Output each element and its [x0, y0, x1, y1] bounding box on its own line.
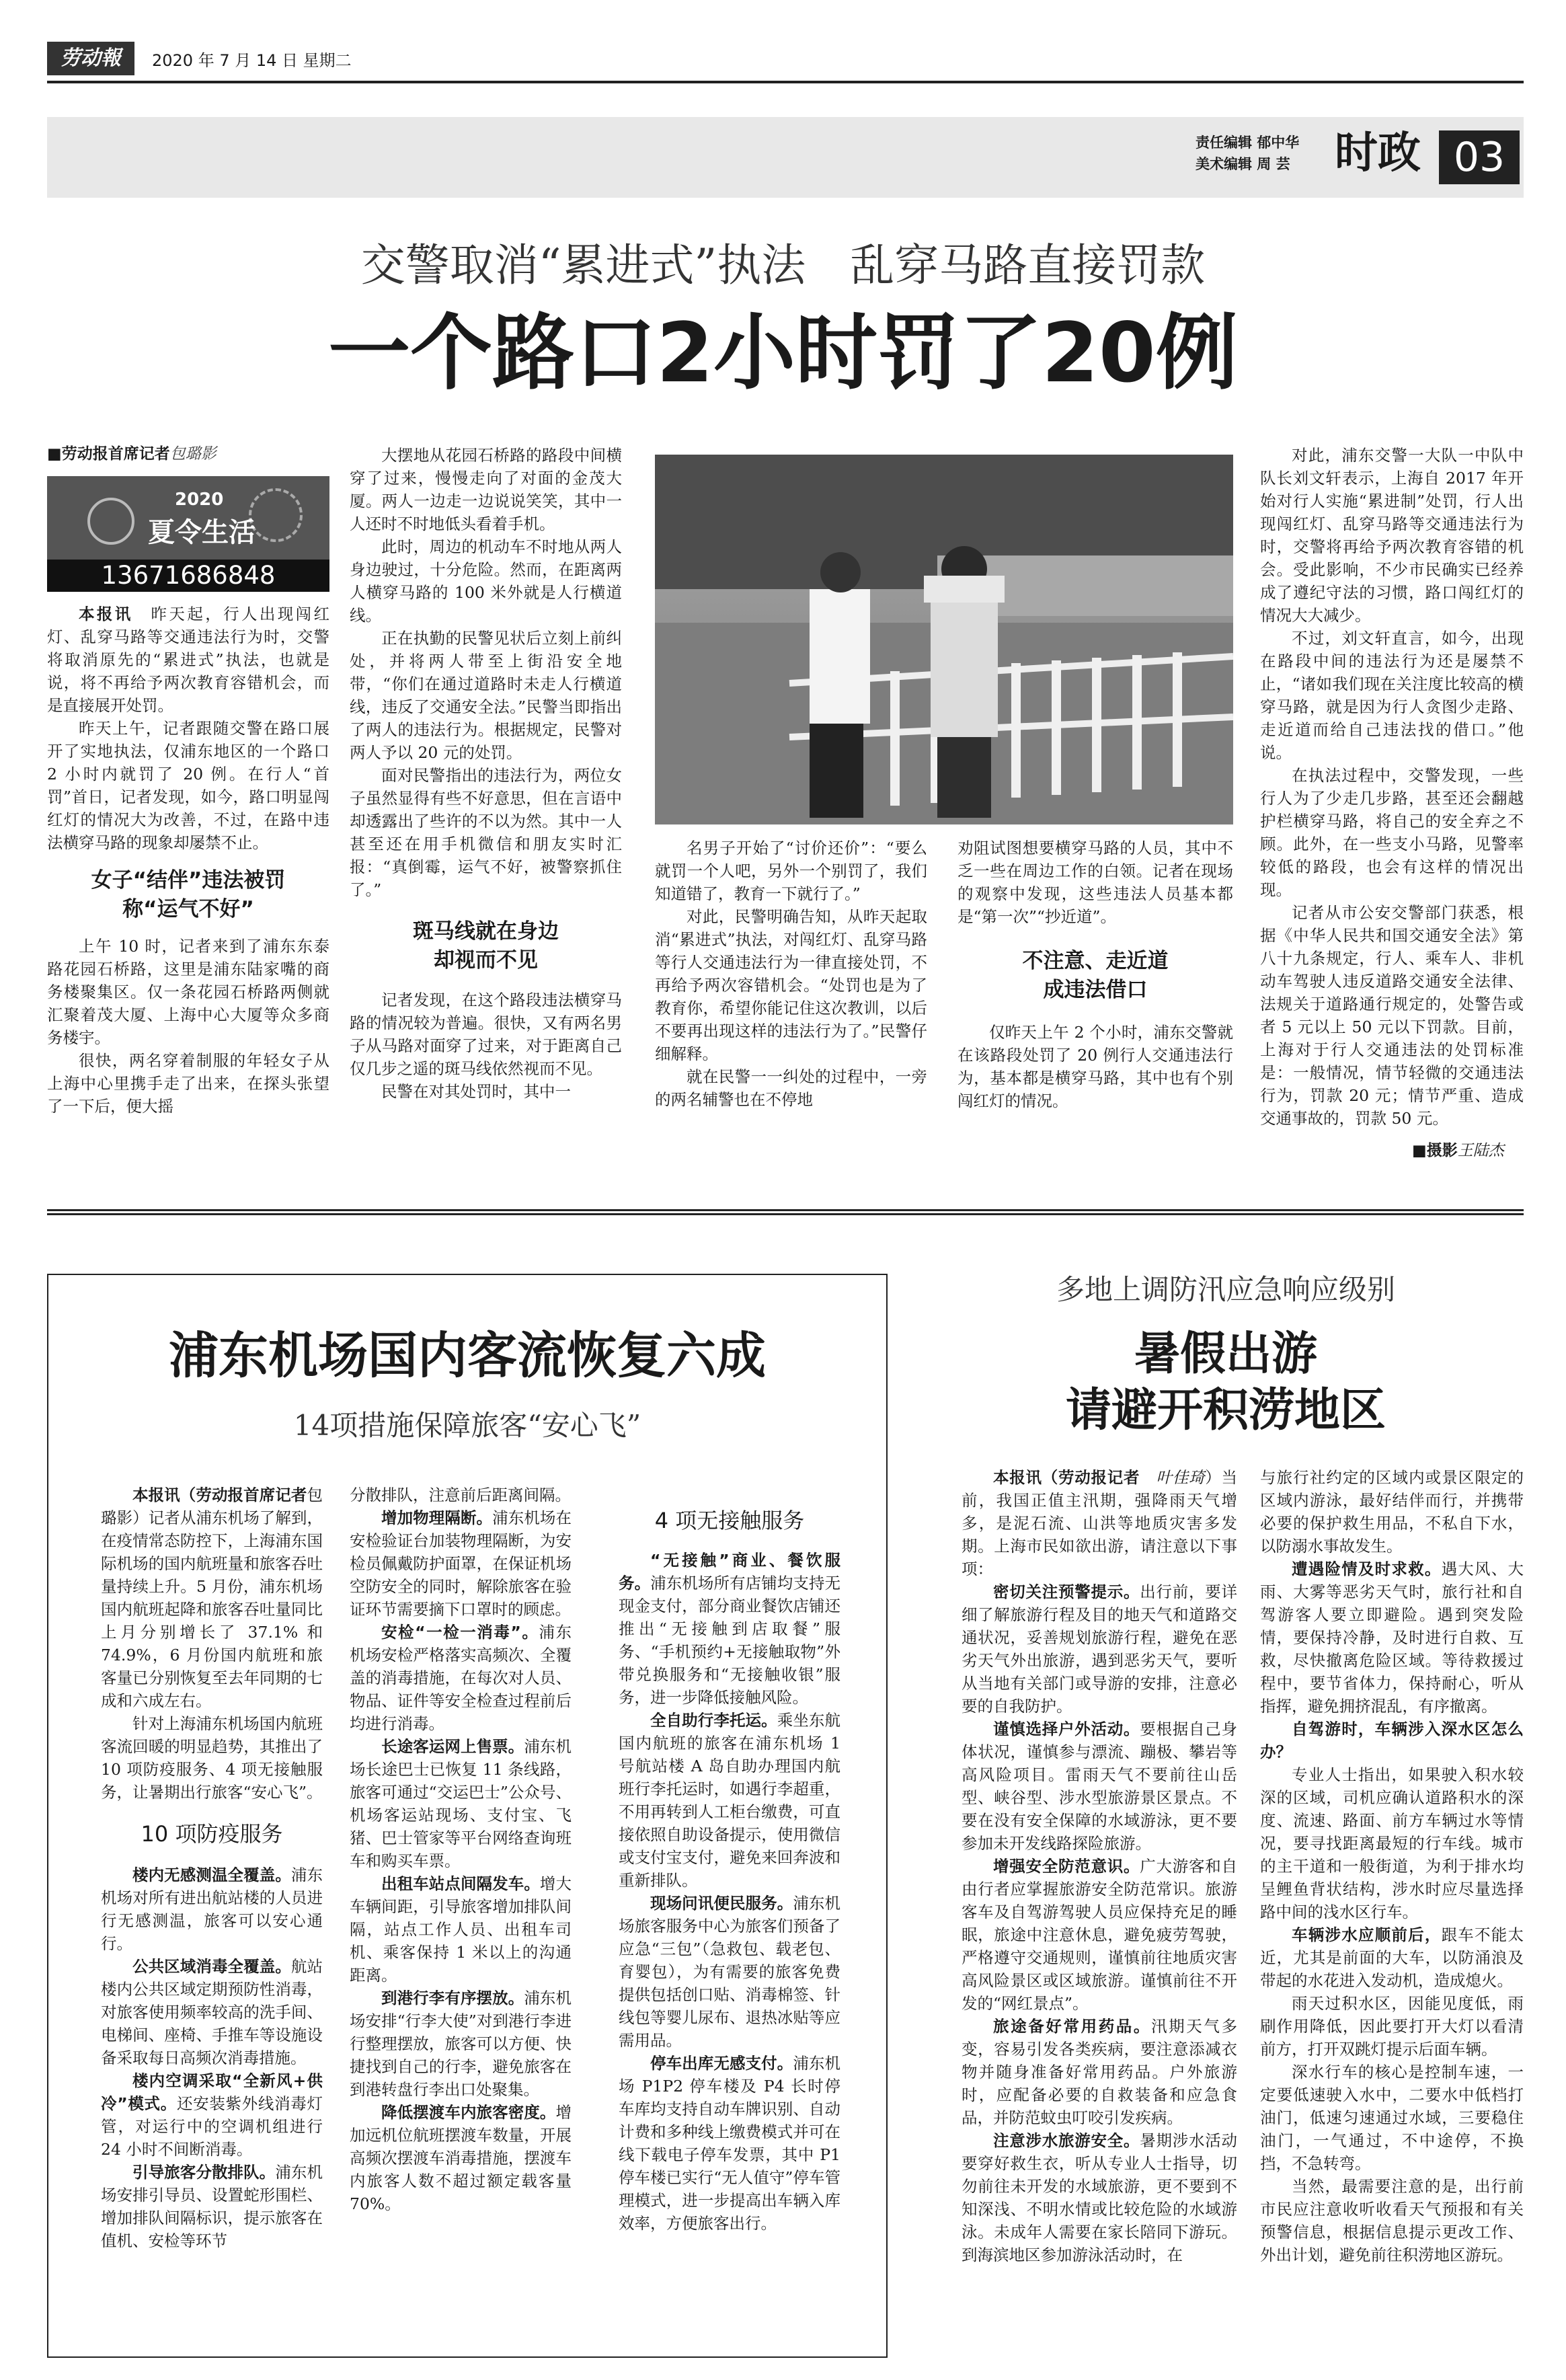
paragraph: 当然，最需要注意的是，出行前市民应注意收听收看天气预报和有关预警信息，根据信息提示更改工作、外出计划，避免前往积涝地区游玩。 — [1260, 2177, 1524, 2264]
item-heading: 楼内空调采取“全新风+供冷”模式。 — [101, 2071, 323, 2113]
art-editor-credit: 美术编辑 周 芸 — [1196, 156, 1290, 172]
item-text: 浦东机场安排引导员、设置蛇形围栏、增加排队间隔标识，提示旅客在值机、安检等环节 — [101, 2163, 323, 2250]
issue-date: 2020 年 7 月 14 日 星期二 — [152, 51, 352, 70]
item-heading: 增强安全防范意识。 — [993, 1857, 1140, 1876]
photo-credit — [1412, 1139, 1504, 1162]
item-heading: 到港行李有序摆放。 — [381, 1989, 524, 2007]
paragraph: 名男子开始了“讨价还价”：“要么就罚一个人吧，另外一个别罚了，我们知道错了，教育一下就行了。” — [655, 839, 927, 903]
lead-tag: 本报讯 — [79, 605, 133, 623]
article2-headline: 浦东机场国内客流恢复六成 — [169, 1327, 766, 1385]
section-divider — [47, 1209, 1524, 1215]
item-text: 浦东机场所有店铺均支持无现金支付，部分商业餐饮店铺还推出“无接触到店取餐”服务、“手机预约+无接触取物”外带兑换服务和“无接触收银”服务，进一步降低接触风险。 — [619, 1574, 840, 1707]
page-number: 03 — [1439, 130, 1520, 184]
header-top-rule — [47, 81, 1524, 83]
paragraph: 在执法过程中，交警发现，一些行人为了少走几步路，甚至还会翻越护栏横穿马路，将自己的安全弃之不顾。此外，在一些支小马路，见警率较低的路段，也会有这样的情况出现。 — [1260, 766, 1524, 899]
traffic-police-photo — [655, 455, 1233, 824]
paragraph: 记者发现，在这个路段违法横穿马路的情况较为普遍。很快，又有两名男子从马路对面穿了过来，对于距离自己仅几步之遥的斑马线依然视而不见。 — [350, 991, 622, 1078]
hotline-phone: 13671686848 — [47, 560, 329, 592]
lead-tag: 本报讯（劳动报首席记者 — [132, 1486, 307, 1504]
paragraph: 针对上海浦东机场国内航班客流回暖的明显趋势，其推出了 10 项防疫服务、4 项无接触服务，让暑期出行旅客“安心飞”。 — [101, 1714, 323, 1802]
item-heading: 增加物理隔断。 — [381, 1508, 493, 1527]
item-heading: 出租车站点间隔发车。 — [381, 1874, 540, 1893]
item-heading: 长途客运网上售票。 — [381, 1737, 524, 1756]
article1-column-3 — [655, 837, 927, 1157]
item-heading: 安检“一检一消毒”。 — [381, 1623, 539, 1642]
paragraph: ）当前，我国正值主汛期，强降雨天气增多，是泥石流、山洪等地质灾害多发期。上海市民如欲出游，请注意以下事项： — [962, 1468, 1237, 1578]
item-heading: 注意涉水旅游安全。 — [993, 2131, 1140, 2150]
section-title: 时政 — [1335, 128, 1421, 178]
item-text: 还安装紫外线消毒灯管，对运行中的空调机组进行 24 小时不间断消毒。 — [101, 2094, 323, 2159]
article3-kicker: 多地上调防汛应急响应级别 — [1056, 1273, 1395, 1306]
item-heading: 现场问讯便民服务。 — [650, 1894, 793, 1913]
paragraph: 包璐影）记者从浦东机场了解到，在疫情常态防控下，上海浦东国际机场的国内航班量和旅客吞吐量持续上升。5 月份，浦东机场国内航班起降和旅客吞吐量同比上月分别增长了 37.1% 和 74.9%，6 月份国内航班和旅客量已分别恢复至去年同期的七成和六成左右。 — [101, 1486, 323, 1710]
subheading: 不注意、走近道 成违法借口 — [1022, 949, 1169, 1002]
paragraph: 上午 10 时，记者来到了浦东东泰路花园石桥路，这里是浦东陆家嘴的商务楼聚集区。仅一条花园石桥路两侧就汇聚着茂大厦、上海中心大厦等众多商务楼宇。 — [47, 937, 329, 1047]
item-text: 乘坐东航国内航班的旅客在浦东机场 1 号航站楼 A 岛自助办理国内航班行李托运时，如遇行李超重，不用再转到人工柜台缴费，可直接依照自助设备提示，使用微信或支付宝支付，避免来回奔波和重新排队。 — [619, 1711, 840, 1890]
paragraph: 此时，周边的机动车不时地从两人身边驶过，十分危险。然而，在距离两人横穿马路的 100 米外就是人行横道线。 — [350, 537, 622, 625]
item-text: 浦东机场长途巴士已恢复 11 条线路，旅客可通过“交运巴士”公众号、机场客运站现场、支付宝、飞猪、巴士管家等平台网络查询班车和购买车票。 — [350, 1737, 572, 1870]
article1-column-1 — [47, 603, 329, 1157]
item-heading: 引导旅客分散排队。 — [132, 2163, 276, 2182]
item-heading: 密切关注预警提示。 — [993, 1582, 1140, 1601]
paragraph: 面对民警指出的违法行为，两位女子虽然显得有些不好意思，但在言语中却透露出了些许的不以为然。其中一人甚至还在用手机微信和朋友实时汇报：“真倒霉，运气不好，被警察抓住了。” — [350, 766, 622, 899]
article1-column-5 — [1260, 444, 1524, 1137]
paragraph: 大摆地从花园石桥路的路段中间横穿了过来，慢慢走向了对面的金茂大厦。两人一边走一边说说笑笑，其中一人还时不时地低头看着手机。 — [350, 446, 622, 533]
paragraph: 仅昨天上午 2 个小时，浦东交警就在该路段处罚了 20 例行人交通违法行为，基本都是横穿马路，其中也有个别闯红灯的情况。 — [957, 1023, 1233, 1110]
item-text: 航站楼内公共区域定期预防性消毒，对旅客使用频率较高的洗手间、电梯间、座椅、手推车等设施设备采取每日高频次消毒措施。 — [101, 1957, 323, 2067]
item-text: 浦东机场安检严格落实高频次、全覆盖的消毒措施，在每次对人员、物品、证件等安全检查过程前后均进行消毒。 — [350, 1623, 572, 1733]
hotline-title: 夏令生活 — [148, 516, 256, 548]
paragraph: 劝阻试图想要横穿马路的人员，其中不乏一些在周边工作的白领。记者在现场的观察中发现，这些违法人员基本都是“第一次”“抄近道”。 — [957, 839, 1233, 926]
item-heading: 旅途备好常用药品。 — [993, 2017, 1152, 2036]
item-text: 遇大风、大雨、大雾等恶劣天气时，旅行社和自驾游客人要立即避险。遇到突发险情，要保持冷静，及时进行自救、互救，尽快撤离危险区域。等待救援过程中，要节省体力，保持耐心，听从指挥，避免拥挤混乱，有序撤离。 — [1260, 1560, 1524, 1716]
article2-subhead: 14项措施保障旅客“安心飞” — [293, 1409, 641, 1442]
item-text: 出行前，要详细了解旅游行程及目的地天气和道路交通状况，妥善规划旅游行程，避免在恶劣天气外出旅游，遇到恶劣天气，要听从当地有关部门或导游的安排，注意必要的自我防护。 — [962, 1582, 1237, 1716]
paragraph: 民警在对其处罚时，其中一 — [381, 1082, 571, 1101]
article2-column-2 — [350, 1484, 572, 2351]
masthead-logo: 劳动報 — [47, 42, 134, 75]
item-heading: 公共区域消毒全覆盖。 — [132, 1957, 291, 1976]
item-text: 浦东机场对所有进出航站楼的人员进行无感测温，旅客可以安心通行。 — [101, 1866, 323, 1953]
paragraph: 分散排队，注意前后距离间隔。 — [350, 1486, 571, 1504]
lead-tag: 本报讯（劳动报记者 — [993, 1468, 1140, 1487]
article1-byline — [47, 443, 329, 465]
paragraph: 记者从市公安交警部门获悉，根据《中华人民共和国交通安全法》第八十九条规定，行人、乘车人、非机动车驾驶人违反道路交通安全法律、法规关于道路通行规定的，处警告或者 5 元以上 50 元以下罚款。目前，上海对于行人交通违法的处罚标准是：一般情况，情节轻微的交通违法行为，罚款 20 元；情节严重、造成交通事故的，罚款 50 元。 — [1260, 903, 1524, 1128]
article3-column-2 — [1260, 1466, 1524, 2354]
article2-column-1 — [101, 1484, 323, 2351]
paragraph: 不过，刘文轩直言，如今，出现在路段中间的违法行为还是屡禁不止，“诸如我们现在关注度比较高的横穿马路，就是因为行人贪图少走路、走近道而给自己违法找的借口。”他说。 — [1260, 629, 1524, 762]
editor-credit: 责任编辑 郁中华 — [1196, 135, 1300, 151]
subheading: 10 项防疫服务 — [141, 1821, 283, 1847]
article3-headline-line2: 请避开积涝地区 — [1065, 1384, 1386, 1437]
paragraph: 就在民警一一纠处的过程中，一旁的两名辅警也在不停地 — [655, 1067, 927, 1109]
item-text: 暑期涉水活动要穿好救生衣，听从专业人士指导，切勿前往未开发的水域旅游，更不要到不知深浅、不明水情或比较危险的水域游泳。未成年人需要在家长陪同下游玩。到海滨地区参加游泳活动时，在 — [962, 2131, 1237, 2264]
item-text: 汛期天气多变，容易引发各类疾病，要注意添减衣物并随身准备好常用药品。户外旅游时，应配备必要的自救装备和应急食品，并防范蚊虫叮咬引发疾病。 — [962, 2017, 1237, 2127]
item-heading: 遭遇险情及时求救。 — [1292, 1560, 1442, 1578]
item-text: 增加远机位航班摆渡车数量，开展高频次摆渡车消毒措施，摆渡车内旅客人数不超过额定载客量 70%。 — [350, 2103, 572, 2213]
paragraph: 深水行车的核心是控制车速，一定要低速驶入水中，二要水中低档打油门，低速匀速通过水域，三要稳住油门，一气通过，不中途停，不换挡，不急转弯。 — [1260, 2063, 1524, 2173]
item-text: 浦东机场在安检验证台加装物理隔断，为安检员佩戴防护面罩，在保证机场空防安全的同时，解除旅客在验证环节需要摘下口罩时的顾虑。 — [350, 1508, 572, 1619]
item-text: 浦东机场安排“行李大使”对到港行李进行整理摆放，旅客可以方便、快捷找到自己的行李，避免旅客在到港转盘行李出口处聚集。 — [350, 1989, 572, 2099]
byline-name: 包璐影 — [169, 445, 217, 463]
cloud-icon — [249, 488, 303, 542]
lead-reporter: 叶佳琦 — [1156, 1468, 1206, 1487]
item-heading: 谨慎选择户外活动。 — [993, 1720, 1140, 1738]
article3-column-1 — [962, 1466, 1237, 2354]
hotline-badge — [47, 476, 329, 592]
paragraph: 很快，两名穿着制服的年轻女子从上海中心里携手走了出来，在探头张望了一下后，便大摇 — [47, 1051, 329, 1116]
hotline-year: 2020 — [175, 490, 224, 510]
article1-headline: 一个路口2小时罚了20例 — [328, 305, 1238, 401]
item-text: 广大游客和自由行者应掌握旅游安全防范常识。旅游客车及自驾游驾驶人员应保持充足的睡眠，旅途中注意休息，避免疲劳驾驶，严格遵守交通规则，谨慎前往地质灾害高风险景区或区域旅游。谨慎前往不开发的“网红景点”。 — [962, 1857, 1237, 2013]
item-heading: 降低摆渡车内旅客密度。 — [381, 2103, 556, 2122]
article1-kicker: 交警取消“累进式”执法 乱穿马路直接罚款 — [360, 239, 1206, 291]
item-heading: 楼内无感测温全覆盖。 — [132, 1866, 291, 1884]
byline-label: ■劳动报首席记者 — [47, 445, 170, 463]
subheading: 斑马线就在身边 却视而不见 — [413, 919, 559, 972]
paragraph: 昨天上午，记者跟随交警在路口展开了实地执法，仅浦东地区的一个路口 2 小时内就罚了 20 例。在行人“首罚”首日，记者发现，如今，路口明显闯红灯的情况大为改善，不过，在路中违法横穿马路的现象却屡禁不止。 — [47, 719, 329, 852]
item-text: 跟车不能太近，尤其是前面的大车，以防涌浪及带起的水花进入发动机，造成熄火。 — [1260, 1925, 1524, 1990]
item-heading: 自驾游时，车辆涉入深水区怎么办？ — [1260, 1720, 1524, 1761]
subheading: 4 项无接触服务 — [654, 1508, 805, 1533]
item-heading: “无接触”商业、餐饮服务。 — [619, 1551, 840, 1592]
paragraph: 昨天起，行人出现闯红灯、乱穿马路等交通违法行为时，交警将取消原先的“累进式”执法，也就是说，将不再给予两次教育容错机会，而是直接展开处罚。 — [47, 605, 329, 715]
item-text: 浦东机场旅客服务中心为旅客们预备了应急“三包”（急救包、载老包、育婴包），为有需要的旅客免费提供包括创口贴、消毒棉签、针线包等婴儿尿布、退热冰贴等应需用品。 — [619, 1894, 840, 2050]
paragraph: 专业人士指出，如果驶入积水较深的区域，司机应确认道路积水的深度、流速、路面、前方车辆过水等情况，要寻找距离最短的行车线。城市的主干道和一般街道，为利于排水均呈鲤鱼背状结构，涉水时应尽量选择路中间的浅水区行车。 — [1260, 1765, 1524, 1921]
article1-column-2 — [350, 444, 622, 1157]
paragraph: 正在执勤的民警见状后立刻上前纠处，并将两人带至上街沿安全地带，“你们在通过道路时未走人行横道线，违反了交通安全法。”民警当即指出了两人的违法行为。根据规定，民警对两人予以 20 元的处罚。 — [350, 629, 622, 762]
article3-headline-line1: 暑假出游 — [1134, 1328, 1317, 1381]
item-heading: 全自助行李托运。 — [650, 1711, 777, 1730]
article2-column-3 — [619, 1506, 840, 2351]
paragraph: 雨天过积水区，因能见度低，雨刷作用降低，因此要打开大灯以看清前方，打开双跳灯提示后面车辆。 — [1260, 1994, 1524, 2059]
photo-credit-label: ■摄影 — [1412, 1142, 1458, 1159]
item-text: 增大车辆间距，引导旅客增加排队间隔，站点工作人员、出租车司机、乘客保持 1 米以上的沟通距离。 — [350, 1874, 572, 1985]
subheading: 女子“结伴”违法被罚 称“运气不好” — [91, 868, 286, 921]
photo-illustration — [655, 455, 1233, 824]
item-text: 要根据自己身体状况，谨慎参与漂流、蹦极、攀岩等高风险项目。雷雨天气不要前往山岳型、峡谷型、涉水型旅游景区景点。不要在没有安全保障的水域游泳，更不要参加未开发线路探险旅游。 — [962, 1720, 1237, 1853]
item-heading: 车辆涉水应顺前后， — [1292, 1925, 1442, 1944]
article1-column-4 — [957, 837, 1233, 1157]
paragraph: 对此，民警明确告知，从昨天起取消“累进式”执法，对闯红灯、乱穿马路等行人交通违法行为一律直接处罚，不再给予两次容错机会。“处罚也是为了教育你，希望你能记住这次教训，以后不要再出现这样的违法行为了。”民警仔细解释。 — [655, 907, 927, 1063]
sun-icon — [87, 498, 134, 545]
item-heading: 停车出库无感支付。 — [650, 2054, 793, 2073]
photo-credit-name: 王陆杰 — [1457, 1142, 1504, 1159]
item-text: 浦东机场 P1P2 停车楼及 P4 长时停车库均支持自动车牌识别、自动计费和多种线上缴费模式并可在线下载电子停车发票，其中 P1 停车楼已实行“无人值守”停车管理模式，进一步提高出车辆入库效率，方便旅客出行。 — [619, 2054, 840, 2233]
paragraph: 对此，浦东交警一大队一中队中队长刘文轩表示，上海自 2017 年开始对行人实施“累进制”处罚，行人出现闯红灯、乱穿马路等交通违法行为时，交警将再给予两次教育容错的机会。受此影响，不少市民确实已经养成了遵纪守法的习惯，路口闯红灯的情况大大减少。 — [1260, 446, 1524, 625]
header-band — [47, 117, 1524, 198]
paragraph: 与旅行社约定的区域内或景区限定的区域内游泳，最好结伴而行，并携带必要的保护救生用品，不私自下水，以防溺水事故发生。 — [1260, 1468, 1524, 1556]
